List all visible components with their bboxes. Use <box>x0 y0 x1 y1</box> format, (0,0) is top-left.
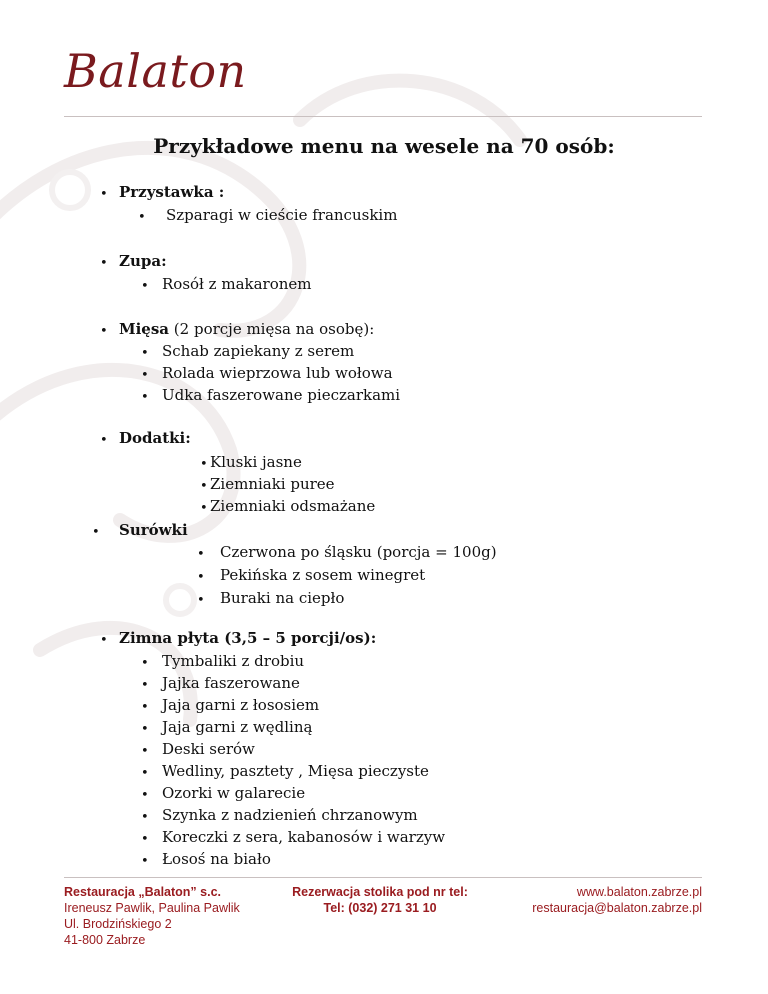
list-item: Ziemniaki odsmażane <box>210 497 376 515</box>
list-item: Udka faszerowane pieczarkami <box>162 386 401 404</box>
bullet: • <box>141 346 149 361</box>
list-item: Kluski jasne <box>210 453 302 471</box>
list-item: Ozorki w galarecie <box>162 784 306 802</box>
list-item: Schab zapiekany z serem <box>162 342 355 360</box>
list-item: Łosoś na biało <box>162 850 271 868</box>
email-link[interactable]: restauracja@balaton.zabrze.pl <box>532 901 702 915</box>
footer-contact <box>492 884 702 916</box>
bullet: • <box>197 570 205 585</box>
list-item: Rosół z makaronem <box>162 275 312 293</box>
city: 41-800 Zabrze <box>64 933 146 947</box>
bullet: • <box>141 766 149 781</box>
list-item: Koreczki z sera, kabanosów i warzyw <box>162 828 446 846</box>
reservation-phone: Tel: (032) 271 31 10 <box>323 901 437 915</box>
bullet: • <box>141 810 149 825</box>
bullet: • <box>141 678 149 693</box>
bullet: • <box>197 547 205 562</box>
list-item: Tymbaliki z drobiu <box>162 652 305 670</box>
website-link[interactable]: www.balaton.zabrze.pl <box>576 885 702 899</box>
section-label-zupa: Zupa: <box>119 252 167 270</box>
footer-divider <box>64 877 702 878</box>
bullet: • <box>200 479 208 494</box>
bullet: • <box>100 433 108 448</box>
bullet: • <box>100 256 108 271</box>
list-item: Ziemniaki puree <box>210 475 335 493</box>
bullet: • <box>138 210 146 225</box>
bullet: • <box>141 854 149 869</box>
street: Ul. Brodzińskiego 2 <box>64 917 172 931</box>
footer-address <box>64 884 240 948</box>
bullet: • <box>141 279 149 294</box>
list-item: Szynka z nadzienień chrzanowym <box>162 806 418 824</box>
reservation-label: Rezerwacja stolika pod nr tel: <box>292 885 468 899</box>
balaton-logo: Balaton <box>64 44 247 98</box>
bullet: • <box>141 390 149 405</box>
list-item: Czerwona po śląsku (porcja = 100g) <box>220 543 497 561</box>
section-label-przystawka: Przystawka : <box>119 183 225 201</box>
section-label-dodatki: Dodatki: <box>119 429 191 447</box>
list-item: Rolada wieprzowa lub wołowa <box>162 364 393 382</box>
section-label-zimna: Zimna płyta (3,5 – 5 porcji/os): <box>119 629 377 647</box>
list-item: Pekińska z sosem winegret <box>220 566 426 584</box>
bullet: • <box>141 700 149 715</box>
bullet: • <box>197 593 205 608</box>
bullet: • <box>141 722 149 737</box>
page-title: Przykładowe menu na wesele na 70 osób: <box>153 134 615 158</box>
bullet: • <box>141 368 149 383</box>
bullet: • <box>100 633 108 648</box>
bullet: • <box>100 324 108 339</box>
bullet: • <box>141 788 149 803</box>
list-item: Szparagi w cieście francuskim <box>166 206 398 224</box>
section-label-surowki: Surówki <box>119 521 188 539</box>
bullet: • <box>141 832 149 847</box>
owners: Ireneusz Pawlik, Paulina Pawlik <box>64 901 240 915</box>
list-item: Buraki na ciepło <box>220 589 345 607</box>
bullet: • <box>100 187 108 202</box>
list-item: Jaja garni z łososiem <box>162 696 320 714</box>
section-label-miesa: Mięsa <box>119 320 170 338</box>
list-item: Deski serów <box>162 740 255 758</box>
section-heading-miesa <box>119 320 374 338</box>
list-item: Wedliny, pasztety , Mięsa pieczyste <box>162 762 429 780</box>
footer-reservation <box>270 884 490 916</box>
bullet: • <box>92 525 100 540</box>
restaurant-name: Restauracja „Balaton” s.c. <box>64 885 222 899</box>
bullet: • <box>200 457 208 472</box>
bullet: • <box>141 656 149 671</box>
section-note-miesa: (2 porcje mięsa na osobę): <box>173 320 375 338</box>
list-item: Jaja garni z wędliną <box>162 718 313 736</box>
header-divider <box>64 116 702 117</box>
bullet: • <box>141 744 149 759</box>
list-item: Jajka faszerowane <box>162 674 300 692</box>
bullet: • <box>200 501 208 516</box>
